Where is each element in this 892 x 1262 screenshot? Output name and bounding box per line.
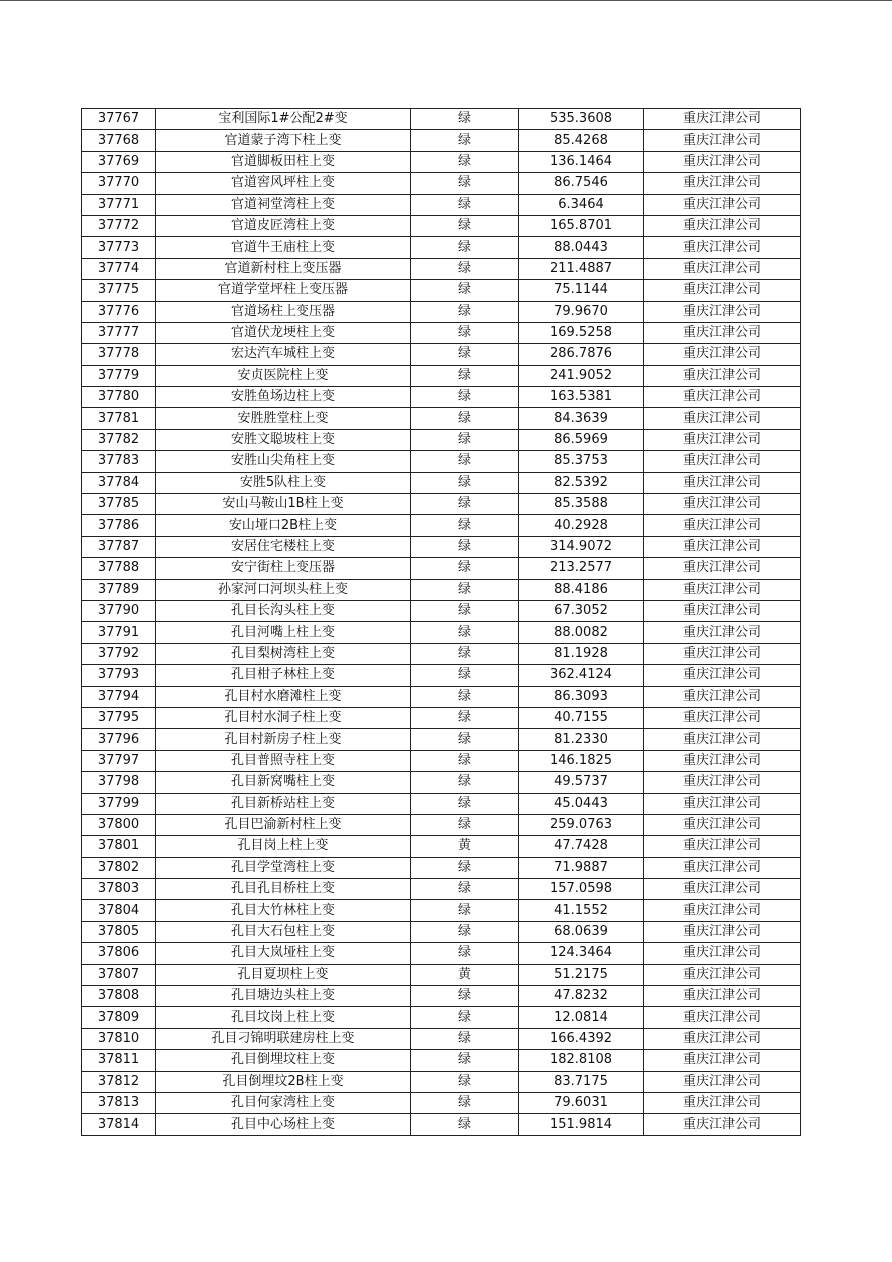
table-row (82, 408, 801, 429)
value-cell: 124.3464 (519, 943, 644, 964)
company-cell: 重庆江津公司 (644, 387, 801, 408)
company-cell: 重庆江津公司 (644, 750, 801, 771)
row-id-cell: 37792 (82, 643, 156, 664)
status-color-cell: 绿 (411, 280, 519, 301)
transformer-name-cell: 孔目新窝嘴柱上变 (156, 772, 411, 793)
value-cell: 51.2175 (519, 964, 644, 985)
table-row (82, 387, 801, 408)
value-cell: 79.9670 (519, 301, 644, 322)
row-id-cell: 37796 (82, 729, 156, 750)
transformer-name-cell: 孔目村水洞子柱上变 (156, 707, 411, 728)
company-cell: 重庆江津公司 (644, 151, 801, 172)
row-id-cell: 37779 (82, 365, 156, 386)
value-cell: 88.0443 (519, 237, 644, 258)
company-cell: 重庆江津公司 (644, 344, 801, 365)
transformer-name-cell: 孔目岗上柱上变 (156, 836, 411, 857)
status-color-cell: 绿 (411, 494, 519, 515)
company-cell: 重庆江津公司 (644, 772, 801, 793)
row-id-cell: 37797 (82, 750, 156, 771)
value-cell: 40.2928 (519, 515, 644, 536)
row-id-cell: 37774 (82, 258, 156, 279)
value-cell: 81.2330 (519, 729, 644, 750)
status-color-cell: 绿 (411, 237, 519, 258)
transformer-name-cell: 孔目梨树湾柱上变 (156, 643, 411, 664)
transformer-name-cell: 安胜山尖角柱上变 (156, 451, 411, 472)
row-id-cell: 37776 (82, 301, 156, 322)
company-cell: 重庆江津公司 (644, 600, 801, 621)
table-row (82, 429, 801, 450)
transformer-name-cell: 孔目村水磨滩柱上变 (156, 686, 411, 707)
value-cell: 79.6031 (519, 1092, 644, 1113)
page-top-border (0, 0, 892, 1)
transformer-name-cell: 安胜5队柱上变 (156, 472, 411, 493)
transformer-name-cell: 官道祠堂湾柱上变 (156, 194, 411, 215)
table-row (82, 280, 801, 301)
row-id-cell: 37771 (82, 194, 156, 215)
value-cell: 88.0082 (519, 622, 644, 643)
value-cell: 211.4887 (519, 258, 644, 279)
transformer-name-cell: 孔目大石包柱上变 (156, 921, 411, 942)
company-cell: 重庆江津公司 (644, 857, 801, 878)
company-cell: 重庆江津公司 (644, 237, 801, 258)
row-id-cell: 37770 (82, 173, 156, 194)
status-color-cell: 绿 (411, 173, 519, 194)
company-cell: 重庆江津公司 (644, 921, 801, 942)
transformer-name-cell: 安胜胜堂柱上变 (156, 408, 411, 429)
status-color-cell: 绿 (411, 322, 519, 343)
transformer-name-cell: 官道蒙子湾下柱上变 (156, 130, 411, 151)
company-cell: 重庆江津公司 (644, 494, 801, 515)
transformer-name-cell: 官道窖风坪柱上变 (156, 173, 411, 194)
status-color-cell: 绿 (411, 857, 519, 878)
company-cell: 重庆江津公司 (644, 194, 801, 215)
transformer-name-cell: 孔目河嘴上柱上变 (156, 622, 411, 643)
status-color-cell: 绿 (411, 344, 519, 365)
company-cell: 重庆江津公司 (644, 622, 801, 643)
status-color-cell: 绿 (411, 793, 519, 814)
value-cell: 85.3753 (519, 451, 644, 472)
company-cell: 重庆江津公司 (644, 130, 801, 151)
value-cell: 85.4268 (519, 130, 644, 151)
table-row (82, 943, 801, 964)
status-color-cell: 绿 (411, 900, 519, 921)
company-cell: 重庆江津公司 (644, 1092, 801, 1113)
company-cell: 重庆江津公司 (644, 943, 801, 964)
status-color-cell: 绿 (411, 921, 519, 942)
value-cell: 12.0814 (519, 1007, 644, 1028)
status-color-cell: 绿 (411, 301, 519, 322)
company-cell: 重庆江津公司 (644, 879, 801, 900)
value-cell: 151.9814 (519, 1114, 644, 1135)
transformer-name-cell: 孔目夏坝柱上变 (156, 964, 411, 985)
status-color-cell: 绿 (411, 665, 519, 686)
transformer-name-cell: 官道学堂坪柱上变压器 (156, 280, 411, 301)
row-id-cell: 37801 (82, 836, 156, 857)
value-cell: 259.0763 (519, 814, 644, 835)
row-id-cell: 37783 (82, 451, 156, 472)
value-cell: 146.1825 (519, 750, 644, 771)
status-color-cell: 绿 (411, 707, 519, 728)
value-cell: 40.7155 (519, 707, 644, 728)
row-id-cell: 37813 (82, 1092, 156, 1113)
value-cell: 49.5737 (519, 772, 644, 793)
row-id-cell: 37788 (82, 558, 156, 579)
row-id-cell: 37794 (82, 686, 156, 707)
status-color-cell: 绿 (411, 1092, 519, 1113)
transformer-name-cell: 安居住宅楼柱上变 (156, 536, 411, 557)
status-color-cell: 绿 (411, 686, 519, 707)
value-cell: 88.4186 (519, 579, 644, 600)
table-row (82, 1092, 801, 1113)
value-cell: 362.4124 (519, 665, 644, 686)
table-row (82, 600, 801, 621)
table-row (82, 750, 801, 771)
value-cell: 535.3608 (519, 109, 644, 130)
company-cell: 重庆江津公司 (644, 301, 801, 322)
company-cell: 重庆江津公司 (644, 579, 801, 600)
status-color-cell: 绿 (411, 515, 519, 536)
transformer-name-cell: 孔目中心场柱上变 (156, 1114, 411, 1135)
row-id-cell: 37800 (82, 814, 156, 835)
status-color-cell: 绿 (411, 1114, 519, 1135)
table-row (82, 130, 801, 151)
company-cell: 重庆江津公司 (644, 536, 801, 557)
status-color-cell: 绿 (411, 1071, 519, 1092)
status-color-cell: 绿 (411, 814, 519, 835)
status-color-cell: 绿 (411, 130, 519, 151)
row-id-cell: 37812 (82, 1071, 156, 1092)
company-cell: 重庆江津公司 (644, 1050, 801, 1071)
table-row (82, 729, 801, 750)
table-row (82, 879, 801, 900)
value-cell: 169.5258 (519, 322, 644, 343)
status-color-cell: 绿 (411, 558, 519, 579)
table-row (82, 857, 801, 878)
company-cell: 重庆江津公司 (644, 900, 801, 921)
status-color-cell: 绿 (411, 1007, 519, 1028)
value-cell: 86.3093 (519, 686, 644, 707)
table-row (82, 472, 801, 493)
transformer-table (81, 108, 801, 1136)
status-color-cell: 绿 (411, 151, 519, 172)
status-color-cell: 绿 (411, 986, 519, 1007)
transformer-name-cell: 孔目学堂湾柱上变 (156, 857, 411, 878)
company-cell: 重庆江津公司 (644, 451, 801, 472)
value-cell: 286.7876 (519, 344, 644, 365)
status-color-cell: 绿 (411, 1050, 519, 1071)
transformer-name-cell: 孔目长沟头柱上变 (156, 600, 411, 621)
status-color-cell: 绿 (411, 643, 519, 664)
transformer-name-cell: 孔目大竹林柱上变 (156, 900, 411, 921)
transformer-name-cell: 官道皮匠湾柱上变 (156, 215, 411, 236)
row-id-cell: 37791 (82, 622, 156, 643)
value-cell: 165.8701 (519, 215, 644, 236)
row-id-cell: 37795 (82, 707, 156, 728)
company-cell: 重庆江津公司 (644, 1028, 801, 1049)
row-id-cell: 37785 (82, 494, 156, 515)
table-row (82, 1007, 801, 1028)
table-row (82, 215, 801, 236)
table-row (82, 1071, 801, 1092)
row-id-cell: 37807 (82, 964, 156, 985)
company-cell: 重庆江津公司 (644, 215, 801, 236)
table-row (82, 237, 801, 258)
row-id-cell: 37802 (82, 857, 156, 878)
row-id-cell: 37789 (82, 579, 156, 600)
transformer-name-cell: 孔目村新房子柱上变 (156, 729, 411, 750)
value-cell: 83.7175 (519, 1071, 644, 1092)
transformer-name-cell: 孙家河口河坝头柱上变 (156, 579, 411, 600)
row-id-cell: 37772 (82, 215, 156, 236)
table-row (82, 322, 801, 343)
status-color-cell: 绿 (411, 536, 519, 557)
transformer-name-cell: 宝利国际1#公配2#变 (156, 109, 411, 130)
company-cell: 重庆江津公司 (644, 1071, 801, 1092)
row-id-cell: 37773 (82, 237, 156, 258)
value-cell: 136.1464 (519, 151, 644, 172)
value-cell: 82.5392 (519, 472, 644, 493)
row-id-cell: 37798 (82, 772, 156, 793)
row-id-cell: 37778 (82, 344, 156, 365)
transformer-name-cell: 安胜文聪坡柱上变 (156, 429, 411, 450)
table-row (82, 921, 801, 942)
row-id-cell: 37768 (82, 130, 156, 151)
status-color-cell: 绿 (411, 472, 519, 493)
table-row (82, 643, 801, 664)
value-cell: 47.7428 (519, 836, 644, 857)
status-color-cell: 绿 (411, 408, 519, 429)
value-cell: 6.3464 (519, 194, 644, 215)
table-row (82, 964, 801, 985)
row-id-cell: 37790 (82, 600, 156, 621)
table-row (82, 258, 801, 279)
transformer-name-cell: 官道脚板田柱上变 (156, 151, 411, 172)
table-row (82, 707, 801, 728)
table-row (82, 772, 801, 793)
row-id-cell: 37787 (82, 536, 156, 557)
transformer-name-cell: 官道新村柱上变压器 (156, 258, 411, 279)
value-cell: 241.9052 (519, 365, 644, 386)
table-row (82, 365, 801, 386)
transformer-name-cell: 孔目倒埋坟柱上变 (156, 1050, 411, 1071)
table-row (82, 301, 801, 322)
company-cell: 重庆江津公司 (644, 322, 801, 343)
transformer-name-cell: 官道牛王庙柱上变 (156, 237, 411, 258)
row-id-cell: 37809 (82, 1007, 156, 1028)
status-color-cell: 绿 (411, 194, 519, 215)
row-id-cell: 37810 (82, 1028, 156, 1049)
value-cell: 68.0639 (519, 921, 644, 942)
table-row (82, 1028, 801, 1049)
table-row (82, 109, 801, 130)
row-id-cell: 37786 (82, 515, 156, 536)
status-color-cell: 绿 (411, 387, 519, 408)
value-cell: 71.9887 (519, 857, 644, 878)
table-row (82, 151, 801, 172)
table-body (82, 109, 801, 1136)
transformer-name-cell: 孔目孔目桥柱上变 (156, 879, 411, 900)
row-id-cell: 37811 (82, 1050, 156, 1071)
value-cell: 84.3639 (519, 408, 644, 429)
value-cell: 166.4392 (519, 1028, 644, 1049)
table-row (82, 836, 801, 857)
company-cell: 重庆江津公司 (644, 707, 801, 728)
company-cell: 重庆江津公司 (644, 686, 801, 707)
transformer-name-cell: 宏达汽车城柱上变 (156, 344, 411, 365)
table-row (82, 536, 801, 557)
status-color-cell: 绿 (411, 943, 519, 964)
row-id-cell: 37775 (82, 280, 156, 301)
company-cell: 重庆江津公司 (644, 643, 801, 664)
status-color-cell: 绿 (411, 579, 519, 600)
transformer-name-cell: 孔目巴渝新村柱上变 (156, 814, 411, 835)
table-row (82, 579, 801, 600)
table-row (82, 515, 801, 536)
row-id-cell: 37799 (82, 793, 156, 814)
status-color-cell: 绿 (411, 365, 519, 386)
value-cell: 157.0598 (519, 879, 644, 900)
company-cell: 重庆江津公司 (644, 365, 801, 386)
transformer-name-cell: 孔目倒埋坟2B柱上变 (156, 1071, 411, 1092)
row-id-cell: 37769 (82, 151, 156, 172)
row-id-cell: 37805 (82, 921, 156, 942)
row-id-cell: 37793 (82, 665, 156, 686)
value-cell: 75.1144 (519, 280, 644, 301)
company-cell: 重庆江津公司 (644, 408, 801, 429)
table-row (82, 558, 801, 579)
row-id-cell: 37784 (82, 472, 156, 493)
row-id-cell: 37767 (82, 109, 156, 130)
value-cell: 85.3588 (519, 494, 644, 515)
company-cell: 重庆江津公司 (644, 793, 801, 814)
transformer-name-cell: 安宁街柱上变压器 (156, 558, 411, 579)
company-cell: 重庆江津公司 (644, 814, 801, 835)
status-color-cell: 黄 (411, 836, 519, 857)
row-id-cell: 37806 (82, 943, 156, 964)
row-id-cell: 37781 (82, 408, 156, 429)
company-cell: 重庆江津公司 (644, 836, 801, 857)
company-cell: 重庆江津公司 (644, 109, 801, 130)
transformer-name-cell: 孔目普照寺柱上变 (156, 750, 411, 771)
table-row (82, 494, 801, 515)
table-row (82, 686, 801, 707)
transformer-name-cell: 孔目塘边头柱上变 (156, 986, 411, 1007)
status-color-cell: 黄 (411, 964, 519, 985)
transformer-name-cell: 官道伏龙埂柱上变 (156, 322, 411, 343)
status-color-cell: 绿 (411, 600, 519, 621)
row-id-cell: 37780 (82, 387, 156, 408)
value-cell: 182.8108 (519, 1050, 644, 1071)
status-color-cell: 绿 (411, 729, 519, 750)
table-row (82, 344, 801, 365)
transformer-name-cell: 孔目新桥站柱上变 (156, 793, 411, 814)
status-color-cell: 绿 (411, 772, 519, 793)
table-row (82, 1114, 801, 1135)
company-cell: 重庆江津公司 (644, 429, 801, 450)
table-row (82, 665, 801, 686)
status-color-cell: 绿 (411, 1028, 519, 1049)
company-cell: 重庆江津公司 (644, 665, 801, 686)
transformer-name-cell: 孔目柑子林柱上变 (156, 665, 411, 686)
value-cell: 67.3052 (519, 600, 644, 621)
transformer-name-cell: 孔目刁锦明联建房柱上变 (156, 1028, 411, 1049)
table-row (82, 900, 801, 921)
value-cell: 86.5969 (519, 429, 644, 450)
value-cell: 81.1928 (519, 643, 644, 664)
value-cell: 314.9072 (519, 536, 644, 557)
company-cell: 重庆江津公司 (644, 964, 801, 985)
value-cell: 163.5381 (519, 387, 644, 408)
transformer-name-cell: 官道场柱上变压器 (156, 301, 411, 322)
company-cell: 重庆江津公司 (644, 472, 801, 493)
value-cell: 45.0443 (519, 793, 644, 814)
transformer-name-cell: 孔目何家湾柱上变 (156, 1092, 411, 1113)
row-id-cell: 37777 (82, 322, 156, 343)
table-row (82, 173, 801, 194)
table-row (82, 451, 801, 472)
table-row (82, 793, 801, 814)
company-cell: 重庆江津公司 (644, 515, 801, 536)
transformer-name-cell: 孔目坟岗上柱上变 (156, 1007, 411, 1028)
row-id-cell: 37803 (82, 879, 156, 900)
status-color-cell: 绿 (411, 750, 519, 771)
company-cell: 重庆江津公司 (644, 1114, 801, 1135)
status-color-cell: 绿 (411, 258, 519, 279)
table-row (82, 194, 801, 215)
company-cell: 重庆江津公司 (644, 1007, 801, 1028)
status-color-cell: 绿 (411, 215, 519, 236)
status-color-cell: 绿 (411, 451, 519, 472)
row-id-cell: 37808 (82, 986, 156, 1007)
company-cell: 重庆江津公司 (644, 729, 801, 750)
status-color-cell: 绿 (411, 429, 519, 450)
company-cell: 重庆江津公司 (644, 558, 801, 579)
table-row (82, 986, 801, 1007)
row-id-cell: 37782 (82, 429, 156, 450)
table-row (82, 1050, 801, 1071)
status-color-cell: 绿 (411, 622, 519, 643)
transformer-name-cell: 安山马鞍山1B柱上变 (156, 494, 411, 515)
status-color-cell: 绿 (411, 879, 519, 900)
transformer-name-cell: 孔目大岚垭柱上变 (156, 943, 411, 964)
value-cell: 86.7546 (519, 173, 644, 194)
company-cell: 重庆江津公司 (644, 173, 801, 194)
status-color-cell: 绿 (411, 109, 519, 130)
company-cell: 重庆江津公司 (644, 986, 801, 1007)
table-row (82, 814, 801, 835)
table-row (82, 622, 801, 643)
company-cell: 重庆江津公司 (644, 280, 801, 301)
transformer-name-cell: 安贞医院柱上变 (156, 365, 411, 386)
row-id-cell: 37804 (82, 900, 156, 921)
transformer-name-cell: 安胜鱼场边柱上变 (156, 387, 411, 408)
transformer-name-cell: 安山垭口2B柱上变 (156, 515, 411, 536)
value-cell: 47.8232 (519, 986, 644, 1007)
row-id-cell: 37814 (82, 1114, 156, 1135)
value-cell: 213.2577 (519, 558, 644, 579)
company-cell: 重庆江津公司 (644, 258, 801, 279)
value-cell: 41.1552 (519, 900, 644, 921)
